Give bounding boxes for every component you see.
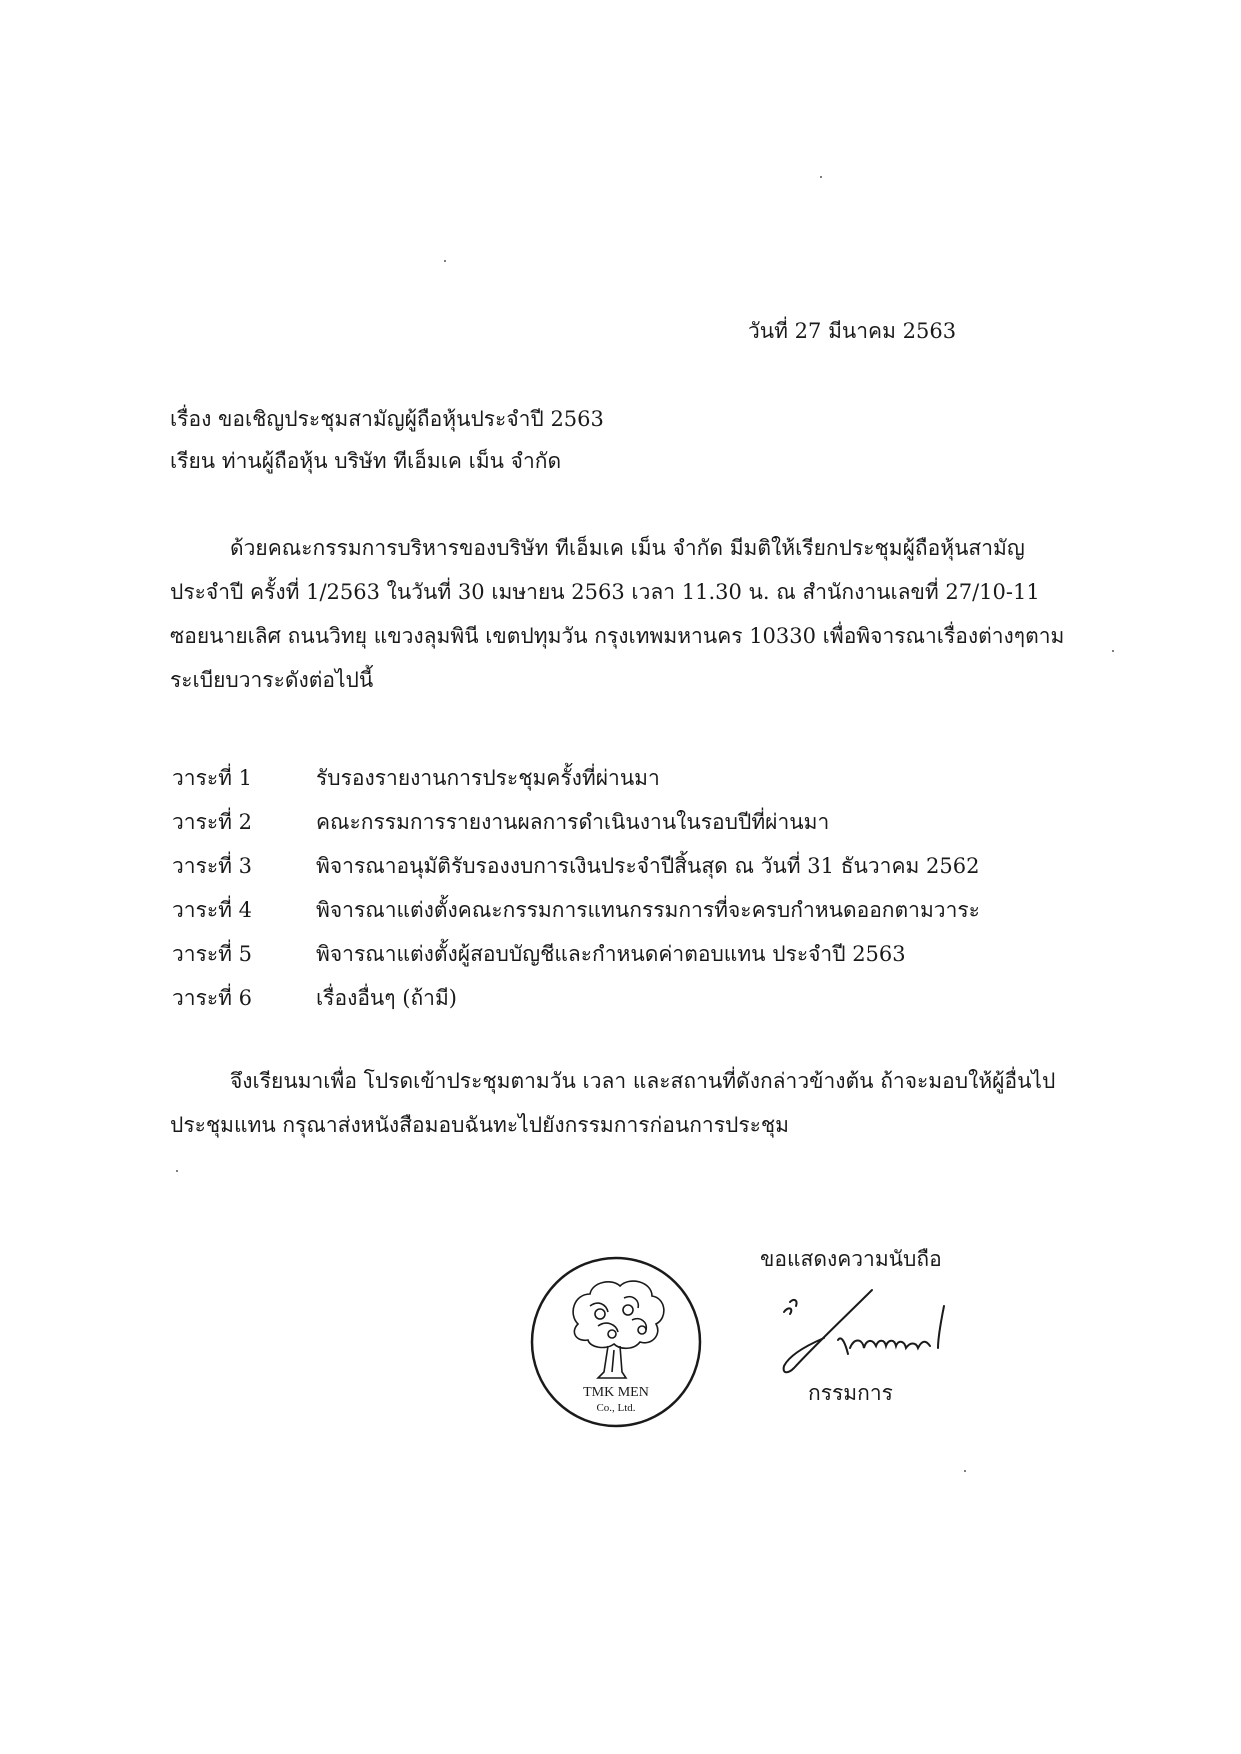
paragraph1-line: ระเบียบวาระดังต่อไปนี้ [170, 668, 374, 692]
agenda-number: วาระที่ 2 [172, 809, 253, 834]
agenda-item [172, 756, 1072, 800]
agenda-text: รับรองรายงานการประชุมครั้งที่ผ่านมา [316, 765, 660, 790]
company-seal [528, 1254, 704, 1430]
agenda-number: วาระที่ 6 [172, 985, 253, 1010]
agenda-text: พิจารณาแต่งตั้งคณะกรรมการแทนกรรมการที่จะครบกำหนดออกตามวาระ [316, 897, 980, 922]
agenda-item [172, 976, 1072, 1020]
seal-name: TMK MEN [583, 1385, 649, 1400]
agenda-list [172, 756, 1072, 1020]
agenda-item [172, 888, 1072, 932]
agenda-text: คณะกรรมการรายงานผลการดำเนินงานในรอบปีที่ผ่านมา [316, 809, 830, 834]
tree-icon [573, 1281, 664, 1378]
paragraph1-line: ด้วยคณะกรรมการบริหารของบริษัท ทีเอ็มเค เม็น จำกัด มีมติให้เรียกประชุมผู้ถือหุ้นสามัญ [230, 536, 1025, 560]
signature [754, 1282, 974, 1392]
agenda-number: วาระที่ 3 [172, 853, 253, 878]
scan-speck [444, 260, 446, 262]
agenda-text: เรื่องอื่นๆ (ถ้ามี) [316, 985, 457, 1010]
agenda-item [172, 844, 1072, 888]
agenda-number: วาระที่ 1 [172, 765, 253, 790]
paragraph1-line: ประจำปี ครั้งที่ 1/2563 ในวันที่ 30 เมษายน 2563 เวลา 11.30 น. ณ สำนักงานเลขที่ 27/10-11 [170, 580, 1040, 604]
letter-recipient: เรียน ท่านผู้ถือหุ้น บริษัท ทีเอ็มเค เม็น จำกัด [170, 449, 562, 473]
agenda-text: พิจารณาแต่งตั้งผู้สอบบัญชีและกำหนดค่าตอบแทน ประจำปี 2563 [316, 941, 906, 966]
scan-speck [964, 1470, 966, 1472]
scan-speck [820, 176, 822, 178]
agenda-item [172, 932, 1072, 976]
closing-salutation: ขอแสดงความนับถือ [760, 1247, 942, 1271]
letter-subject: เรื่อง ขอเชิญประชุมสามัญผู้ถือหุ้นประจำปี 2563 [170, 407, 604, 431]
paragraph2-line: ประชุมแทน กรุณาส่งหนังสือมอบฉันทะไปยังกรรมการก่อนการประชุม [170, 1113, 789, 1137]
agenda-number: วาระที่ 4 [172, 897, 253, 922]
scan-speck [176, 1170, 178, 1172]
agenda-number: วาระที่ 5 [172, 941, 253, 966]
letter-date: วันที่ 27 มีนาคม 2563 [748, 319, 957, 343]
seal-suffix: Co., Ltd. [596, 1402, 636, 1414]
signer-position: กรรมการ [808, 1381, 893, 1405]
paragraph2-line: จึงเรียนมาเพื่อ โปรดเข้าประชุมตามวัน เวลา และสถานที่ดังกล่าวข้างต้น ถ้าจะมอบให้ผู้อื่นไป [230, 1069, 1056, 1093]
scan-speck [1112, 650, 1114, 652]
agenda-item [172, 800, 1072, 844]
agenda-text: พิจารณาอนุมัติรับรองงบการเงินประจำปีสิ้นสุด ณ วันที่ 31 ธันวาคม 2562 [316, 853, 980, 878]
paragraph1-line: ซอยนายเลิศ ถนนวิทยุ แขวงลุมพินี เขตปทุมวัน กรุงเทพมหานคร 10330 เพื่อพิจารณาเรื่องต่างๆตาม [170, 624, 1065, 648]
